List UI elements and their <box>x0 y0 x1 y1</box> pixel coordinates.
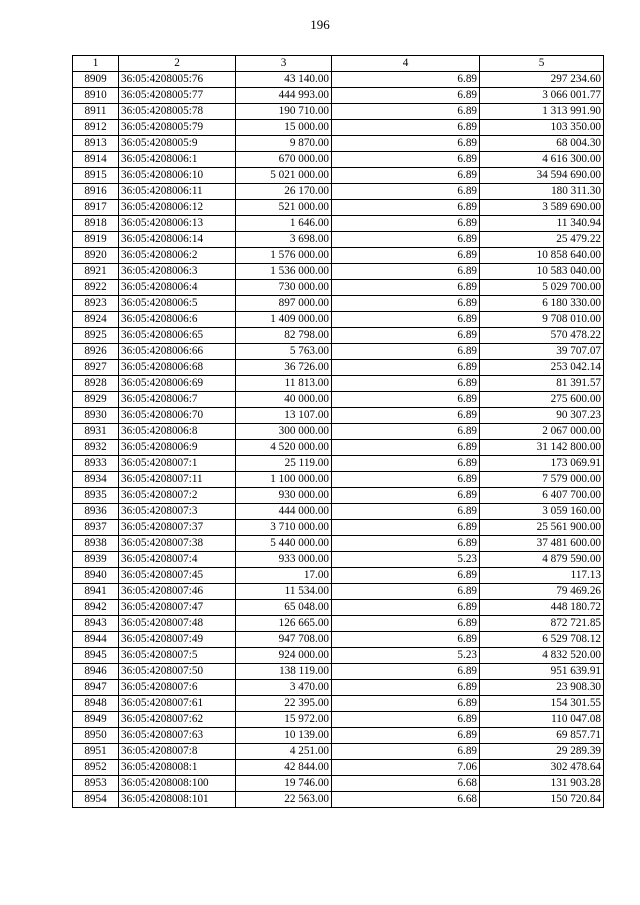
total-cell: 6 529 708.12 <box>480 632 604 648</box>
cadastral-number-cell: 36:05:4208008:101 <box>119 792 236 808</box>
row-number-cell: 8928 <box>73 376 119 392</box>
cadastral-number-cell: 36:05:4208007:3 <box>119 504 236 520</box>
rate-cell: 6.89 <box>332 248 480 264</box>
cadastral-number-cell: 36:05:4208006:7 <box>119 392 236 408</box>
rate-cell: 6.89 <box>332 424 480 440</box>
value-cell: 897 000.00 <box>236 296 332 312</box>
column-header-total: 5 <box>480 56 604 72</box>
value-cell: 4 520 000.00 <box>236 440 332 456</box>
value-cell: 1 100 000.00 <box>236 472 332 488</box>
table-row <box>73 424 604 440</box>
value-cell: 5 021 000.00 <box>236 168 332 184</box>
rate-cell: 6.89 <box>332 184 480 200</box>
table-row <box>73 168 604 184</box>
row-number-cell: 8929 <box>73 392 119 408</box>
rate-cell: 6.68 <box>332 776 480 792</box>
table-row <box>73 680 604 696</box>
rate-cell: 6.89 <box>332 296 480 312</box>
rate-cell: 6.89 <box>332 88 480 104</box>
row-number-cell: 8910 <box>73 88 119 104</box>
row-number-cell: 8941 <box>73 584 119 600</box>
rate-cell: 6.89 <box>332 472 480 488</box>
value-cell: 9 870.00 <box>236 136 332 152</box>
table-row <box>73 440 604 456</box>
value-cell: 22 563.00 <box>236 792 332 808</box>
value-cell: 25 119.00 <box>236 456 332 472</box>
value-cell: 11 534.00 <box>236 584 332 600</box>
cadastral-number-cell: 36:05:4208006:69 <box>119 376 236 392</box>
table-row <box>73 376 604 392</box>
total-cell: 69 857.71 <box>480 728 604 744</box>
row-number-cell: 8951 <box>73 744 119 760</box>
rate-cell: 6.89 <box>332 72 480 88</box>
rate-cell: 6.89 <box>332 104 480 120</box>
cadastral-number-cell: 36:05:4208008:100 <box>119 776 236 792</box>
cadastral-number-cell: 36:05:4208007:5 <box>119 648 236 664</box>
cadastral-number-cell: 36:05:4208006:8 <box>119 424 236 440</box>
total-cell: 10 583 040.00 <box>480 264 604 280</box>
cadastral-number-cell: 36:05:4208006:5 <box>119 296 236 312</box>
table-row <box>73 328 604 344</box>
value-cell: 36 726.00 <box>236 360 332 376</box>
table-row <box>73 600 604 616</box>
row-number-cell: 8938 <box>73 536 119 552</box>
value-cell: 19 746.00 <box>236 776 332 792</box>
row-number-cell: 8944 <box>73 632 119 648</box>
value-cell: 1 576 000.00 <box>236 248 332 264</box>
row-number-cell: 8947 <box>73 680 119 696</box>
value-cell: 126 665.00 <box>236 616 332 632</box>
total-cell: 110 047.08 <box>480 712 604 728</box>
value-cell: 3 470.00 <box>236 680 332 696</box>
total-cell: 79 469.26 <box>480 584 604 600</box>
rate-cell: 6.89 <box>332 616 480 632</box>
cadastral-number-cell: 36:05:4208005:9 <box>119 136 236 152</box>
rate-cell: 5.23 <box>332 648 480 664</box>
row-number-cell: 8924 <box>73 312 119 328</box>
table-row <box>73 648 604 664</box>
value-cell: 444 000.00 <box>236 504 332 520</box>
row-number-cell: 8931 <box>73 424 119 440</box>
table-row <box>73 472 604 488</box>
row-number-cell: 8936 <box>73 504 119 520</box>
total-cell: 150 720.84 <box>480 792 604 808</box>
table-row <box>73 104 604 120</box>
total-cell: 103 350.00 <box>480 120 604 136</box>
rate-cell: 5.23 <box>332 552 480 568</box>
row-number-cell: 8939 <box>73 552 119 568</box>
total-cell: 253 042.14 <box>480 360 604 376</box>
table-row <box>73 712 604 728</box>
total-cell: 11 340.94 <box>480 216 604 232</box>
total-cell: 173 069.91 <box>480 456 604 472</box>
total-cell: 6 407 700.00 <box>480 488 604 504</box>
row-number-cell: 8950 <box>73 728 119 744</box>
row-number-cell: 8927 <box>73 360 119 376</box>
cadastral-number-cell: 36:05:4208006:11 <box>119 184 236 200</box>
total-cell: 3 059 160.00 <box>480 504 604 520</box>
rate-cell: 6.89 <box>332 712 480 728</box>
table-row <box>73 728 604 744</box>
row-number-cell: 8949 <box>73 712 119 728</box>
total-cell: 570 478.22 <box>480 328 604 344</box>
table-row <box>73 200 604 216</box>
row-number-cell: 8942 <box>73 600 119 616</box>
value-cell: 42 844.00 <box>236 760 332 776</box>
cadastral-number-cell: 36:05:4208007:4 <box>119 552 236 568</box>
cadastral-number-cell: 36:05:4208007:8 <box>119 744 236 760</box>
table-body <box>73 72 604 808</box>
cadastral-number-cell: 36:05:4208006:13 <box>119 216 236 232</box>
rate-cell: 6.89 <box>332 328 480 344</box>
table-row <box>73 232 604 248</box>
cadastral-number-cell: 36:05:4208007:61 <box>119 696 236 712</box>
table-row <box>73 552 604 568</box>
row-number-cell: 8930 <box>73 408 119 424</box>
total-cell: 31 142 800.00 <box>480 440 604 456</box>
total-cell: 37 481 600.00 <box>480 536 604 552</box>
rate-cell: 6.89 <box>332 584 480 600</box>
row-number-cell: 8935 <box>73 488 119 504</box>
cadastral-number-cell: 36:05:4208007:11 <box>119 472 236 488</box>
row-number-cell: 8922 <box>73 280 119 296</box>
total-cell: 39 707.07 <box>480 344 604 360</box>
table-row <box>73 408 604 424</box>
total-cell: 68 004.30 <box>480 136 604 152</box>
rate-cell: 6.89 <box>332 120 480 136</box>
value-cell: 3 710 000.00 <box>236 520 332 536</box>
page-number: 196 <box>310 17 330 32</box>
cadastral-number-cell: 36:05:4208005:79 <box>119 120 236 136</box>
row-number-cell: 8948 <box>73 696 119 712</box>
rate-cell: 6.89 <box>332 664 480 680</box>
value-cell: 10 139.00 <box>236 728 332 744</box>
rate-cell: 6.89 <box>332 200 480 216</box>
cadastral-number-cell: 36:05:4208006:14 <box>119 232 236 248</box>
value-cell: 930 000.00 <box>236 488 332 504</box>
table-row <box>73 568 604 584</box>
total-cell: 872 721.85 <box>480 616 604 632</box>
total-cell: 25 479.22 <box>480 232 604 248</box>
table-row <box>73 520 604 536</box>
cadastral-number-cell: 36:05:4208007:63 <box>119 728 236 744</box>
row-number-cell: 8916 <box>73 184 119 200</box>
table-row <box>73 88 604 104</box>
column-header-rate: 4 <box>332 56 480 72</box>
rate-cell: 6.89 <box>332 728 480 744</box>
table-row <box>73 664 604 680</box>
column-header-number: 1 <box>73 56 119 72</box>
total-cell: 1 313 991.90 <box>480 104 604 120</box>
cadastral-number-cell: 36:05:4208006:1 <box>119 152 236 168</box>
value-cell: 15 000.00 <box>236 120 332 136</box>
row-number-cell: 8940 <box>73 568 119 584</box>
total-cell: 10 858 640.00 <box>480 248 604 264</box>
total-cell: 7 579 000.00 <box>480 472 604 488</box>
table-row <box>73 504 604 520</box>
table-row <box>73 392 604 408</box>
total-cell: 131 903.28 <box>480 776 604 792</box>
cadastral-number-cell: 36:05:4208006:6 <box>119 312 236 328</box>
cadastral-number-cell: 36:05:4208007:50 <box>119 664 236 680</box>
total-cell: 5 029 700.00 <box>480 280 604 296</box>
table-row <box>73 584 604 600</box>
cadastral-number-cell: 36:05:4208006:70 <box>119 408 236 424</box>
rate-cell: 6.89 <box>332 280 480 296</box>
row-number-cell: 8937 <box>73 520 119 536</box>
rate-cell: 6.89 <box>332 488 480 504</box>
row-number-cell: 8923 <box>73 296 119 312</box>
value-cell: 444 993.00 <box>236 88 332 104</box>
value-cell: 22 395.00 <box>236 696 332 712</box>
value-cell: 82 798.00 <box>236 328 332 344</box>
row-number-cell: 8945 <box>73 648 119 664</box>
rate-cell: 6.89 <box>332 504 480 520</box>
rate-cell: 6.68 <box>332 792 480 808</box>
table-row <box>73 488 604 504</box>
table-row <box>73 312 604 328</box>
total-cell: 90 307.23 <box>480 408 604 424</box>
total-cell: 3 066 001.77 <box>480 88 604 104</box>
table-row <box>73 760 604 776</box>
cadastral-number-cell: 36:05:4208007:1 <box>119 456 236 472</box>
total-cell: 25 561 900.00 <box>480 520 604 536</box>
cadastral-number-cell: 36:05:4208005:77 <box>119 88 236 104</box>
value-cell: 4 251.00 <box>236 744 332 760</box>
table-row <box>73 456 604 472</box>
table-row <box>73 744 604 760</box>
cadastral-number-cell: 36:05:4208006:66 <box>119 344 236 360</box>
cadastral-number-cell: 36:05:4208007:46 <box>119 584 236 600</box>
total-cell: 3 589 690.00 <box>480 200 604 216</box>
row-number-cell: 8912 <box>73 120 119 136</box>
rate-cell: 6.89 <box>332 168 480 184</box>
rate-cell: 6.89 <box>332 392 480 408</box>
rate-cell: 6.89 <box>332 408 480 424</box>
value-cell: 947 708.00 <box>236 632 332 648</box>
table-row <box>73 696 604 712</box>
rate-cell: 6.89 <box>332 136 480 152</box>
total-cell: 9 708 010.00 <box>480 312 604 328</box>
total-cell: 29 289.39 <box>480 744 604 760</box>
value-cell: 43 140.00 <box>236 72 332 88</box>
total-cell: 4 832 520.00 <box>480 648 604 664</box>
row-number-cell: 8909 <box>73 72 119 88</box>
rate-cell: 6.89 <box>332 520 480 536</box>
value-cell: 1 646.00 <box>236 216 332 232</box>
rate-cell: 6.89 <box>332 536 480 552</box>
value-cell: 670 000.00 <box>236 152 332 168</box>
cadastral-number-cell: 36:05:4208006:68 <box>119 360 236 376</box>
cadastral-number-cell: 36:05:4208006:4 <box>119 280 236 296</box>
table-row <box>73 360 604 376</box>
table-row <box>73 184 604 200</box>
cadastral-number-cell: 36:05:4208007:49 <box>119 632 236 648</box>
table-row <box>73 120 604 136</box>
total-cell: 4 879 590.00 <box>480 552 604 568</box>
table-row <box>73 632 604 648</box>
value-cell: 40 000.00 <box>236 392 332 408</box>
row-number-cell: 8934 <box>73 472 119 488</box>
total-cell: 4 616 300.00 <box>480 152 604 168</box>
row-number-cell: 8919 <box>73 232 119 248</box>
rate-cell: 6.89 <box>332 376 480 392</box>
total-cell: 180 311.30 <box>480 184 604 200</box>
cadastral-number-cell: 36:05:4208005:76 <box>119 72 236 88</box>
row-number-cell: 8915 <box>73 168 119 184</box>
rate-cell: 6.89 <box>332 232 480 248</box>
rate-cell: 6.89 <box>332 312 480 328</box>
row-number-cell: 8943 <box>73 616 119 632</box>
row-number-cell: 8933 <box>73 456 119 472</box>
row-number-cell: 8932 <box>73 440 119 456</box>
table-row <box>73 296 604 312</box>
rate-cell: 6.89 <box>332 600 480 616</box>
cadastral-number-cell: 36:05:4208007:47 <box>119 600 236 616</box>
table-row <box>73 248 604 264</box>
total-cell: 81 391.57 <box>480 376 604 392</box>
value-cell: 300 000.00 <box>236 424 332 440</box>
row-number-cell: 8952 <box>73 760 119 776</box>
rate-cell: 6.89 <box>332 744 480 760</box>
cadastral-number-cell: 36:05:4208007:2 <box>119 488 236 504</box>
total-cell: 448 180.72 <box>480 600 604 616</box>
row-number-cell: 8921 <box>73 264 119 280</box>
column-header-cadastral: 2 <box>119 56 236 72</box>
cadastral-number-cell: 36:05:4208006:10 <box>119 168 236 184</box>
total-cell: 297 234.60 <box>480 72 604 88</box>
value-cell: 26 170.00 <box>236 184 332 200</box>
row-number-cell: 8954 <box>73 792 119 808</box>
value-cell: 3 698.00 <box>236 232 332 248</box>
rate-cell: 6.89 <box>332 152 480 168</box>
total-cell: 117.13 <box>480 568 604 584</box>
table-row <box>73 280 604 296</box>
total-cell: 2 067 000.00 <box>480 424 604 440</box>
row-number-cell: 8917 <box>73 200 119 216</box>
total-cell: 302 478.64 <box>480 760 604 776</box>
row-number-cell: 8911 <box>73 104 119 120</box>
cadastral-number-cell: 36:05:4208007:48 <box>119 616 236 632</box>
cadastral-number-cell: 36:05:4208006:12 <box>119 200 236 216</box>
table-row <box>73 264 604 280</box>
row-number-cell: 8918 <box>73 216 119 232</box>
cadastral-number-cell: 36:05:4208006:2 <box>119 248 236 264</box>
row-number-cell: 8926 <box>73 344 119 360</box>
table-row <box>73 792 604 808</box>
value-cell: 730 000.00 <box>236 280 332 296</box>
row-number-cell: 8920 <box>73 248 119 264</box>
value-cell: 1 409 000.00 <box>236 312 332 328</box>
value-cell: 65 048.00 <box>236 600 332 616</box>
table-row <box>73 776 604 792</box>
value-cell: 11 813.00 <box>236 376 332 392</box>
table-row <box>73 616 604 632</box>
cadastral-number-cell: 36:05:4208005:78 <box>119 104 236 120</box>
rate-cell: 6.89 <box>332 568 480 584</box>
rate-cell: 6.89 <box>332 696 480 712</box>
cadastral-number-cell: 36:05:4208006:9 <box>119 440 236 456</box>
rate-cell: 6.89 <box>332 440 480 456</box>
table-row <box>73 136 604 152</box>
cadastral-number-cell: 36:05:4208007:6 <box>119 680 236 696</box>
cadastral-number-cell: 36:05:4208006:65 <box>119 328 236 344</box>
total-cell: 34 594 690.00 <box>480 168 604 184</box>
rate-cell: 6.89 <box>332 632 480 648</box>
table-header-row <box>73 56 604 72</box>
registry-table <box>72 55 604 808</box>
total-cell: 154 301.55 <box>480 696 604 712</box>
rate-cell: 6.89 <box>332 344 480 360</box>
value-cell: 138 119.00 <box>236 664 332 680</box>
total-cell: 275 600.00 <box>480 392 604 408</box>
cadastral-number-cell: 36:05:4208008:1 <box>119 760 236 776</box>
table-row <box>73 536 604 552</box>
value-cell: 17.00 <box>236 568 332 584</box>
value-cell: 5 440 000.00 <box>236 536 332 552</box>
cadastral-number-cell: 36:05:4208007:38 <box>119 536 236 552</box>
rate-cell: 6.89 <box>332 456 480 472</box>
table-row <box>73 152 604 168</box>
value-cell: 5 763.00 <box>236 344 332 360</box>
rate-cell: 6.89 <box>332 264 480 280</box>
table-row <box>73 72 604 88</box>
value-cell: 924 000.00 <box>236 648 332 664</box>
cadastral-number-cell: 36:05:4208007:45 <box>119 568 236 584</box>
row-number-cell: 8925 <box>73 328 119 344</box>
rate-cell: 7.06 <box>332 760 480 776</box>
table-row <box>73 216 604 232</box>
row-number-cell: 8953 <box>73 776 119 792</box>
value-cell: 933 000.00 <box>236 552 332 568</box>
row-number-cell: 8946 <box>73 664 119 680</box>
value-cell: 15 972.00 <box>236 712 332 728</box>
column-header-value: 3 <box>236 56 332 72</box>
cadastral-number-cell: 36:05:4208007:62 <box>119 712 236 728</box>
value-cell: 13 107.00 <box>236 408 332 424</box>
total-cell: 23 908.30 <box>480 680 604 696</box>
row-number-cell: 8913 <box>73 136 119 152</box>
cadastral-number-cell: 36:05:4208006:3 <box>119 264 236 280</box>
total-cell: 6 180 330.00 <box>480 296 604 312</box>
cadastral-number-cell: 36:05:4208007:37 <box>119 520 236 536</box>
rate-cell: 6.89 <box>332 680 480 696</box>
rate-cell: 6.89 <box>332 360 480 376</box>
table-row <box>73 344 604 360</box>
value-cell: 1 536 000.00 <box>236 264 332 280</box>
row-number-cell: 8914 <box>73 152 119 168</box>
value-cell: 190 710.00 <box>236 104 332 120</box>
total-cell: 951 639.91 <box>480 664 604 680</box>
rate-cell: 6.89 <box>332 216 480 232</box>
value-cell: 521 000.00 <box>236 200 332 216</box>
